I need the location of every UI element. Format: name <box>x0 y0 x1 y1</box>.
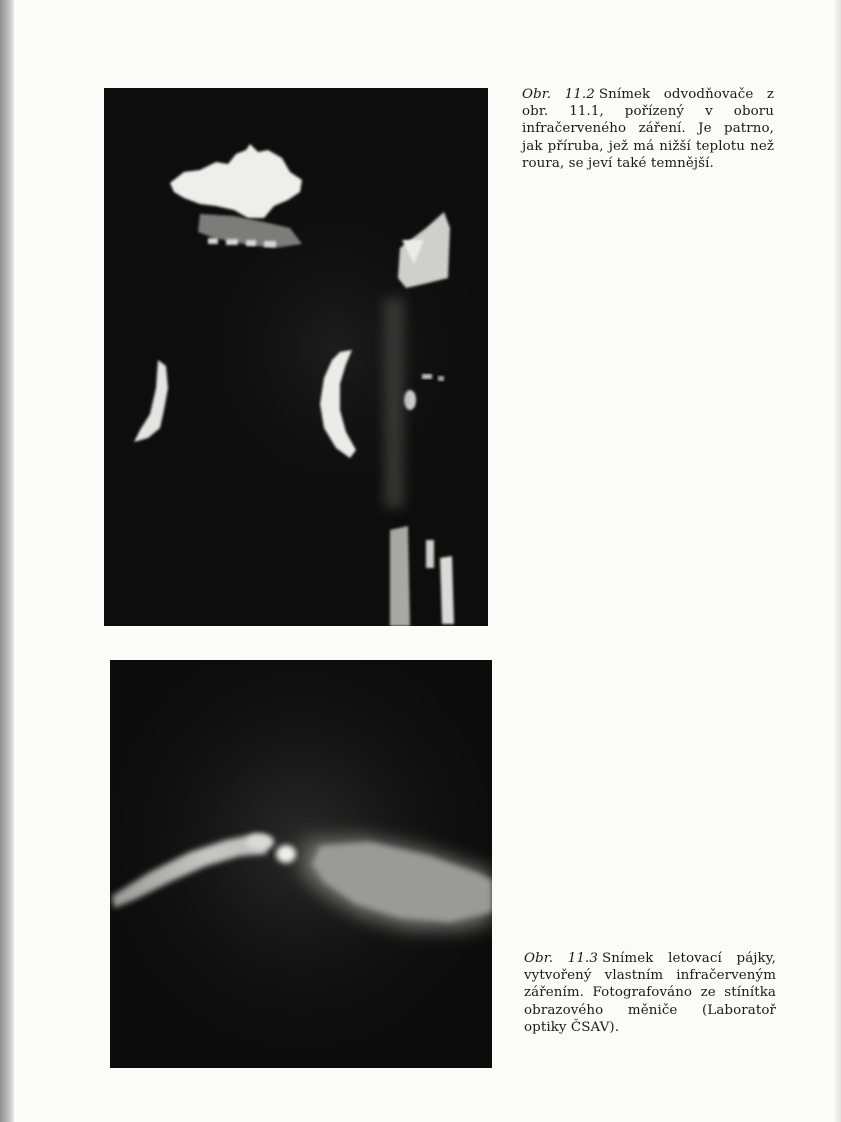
figure-label: Obr. 11.3 <box>524 951 599 966</box>
figure-caption-text: Snímek letovací pájky, vytvořený vlastním infračerveným zářením. Fotografováno ze stínítka obrazového měniče (Laboratoř optiky ČSAV). <box>524 951 776 1035</box>
infrared-photo-soldering-iron-image <box>110 660 492 1068</box>
page-edge <box>835 0 841 1122</box>
infrared-photo-steam-trap <box>104 88 488 626</box>
figure-label: Obr. 11.2 <box>522 87 595 102</box>
figure-caption-11-2 <box>522 86 774 172</box>
figure-caption-11-3 <box>524 950 776 1036</box>
page-binding-shadow <box>0 0 14 1122</box>
figure-caption-text: Snímek odvodňovače z obr. 11.1, pořízený v oboru infračerveného záření. Je patrno, jak příruba, jež má nižší teplotu než roura, se jeví také temnější. <box>522 87 774 171</box>
infrared-photo-soldering-iron <box>110 660 492 1068</box>
infrared-photo-steam-trap-image <box>104 88 488 626</box>
